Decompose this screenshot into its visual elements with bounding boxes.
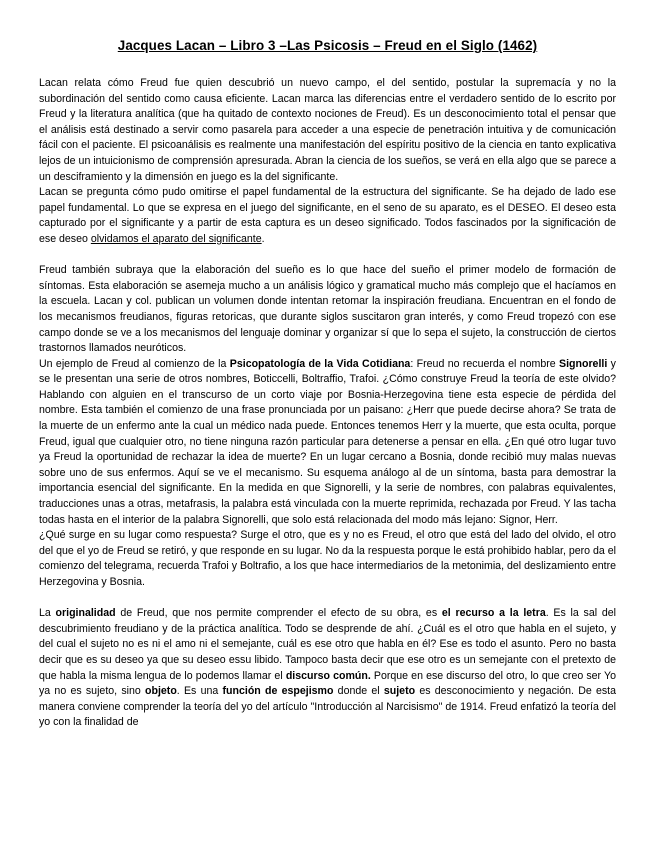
paragraph-6 [39,606,616,731]
bold-book-title: Psicopatología de la Vida Cotidiana [229,357,411,370]
paragraph-6-part-k: donde el [333,685,384,698]
bold-name-signorelli: Signorelli [559,357,608,370]
paragraph-2-end: . [261,232,265,245]
bold-funcion-espejismo: función de espejismo [222,685,334,698]
paragraph-6-part-c: de Freud, que nos permite comprender el efecto de su obra, es [115,607,442,620]
paragraph-1: Lacan relata cómo Freud fue quien descubrió un nuevo campo, el del sentido, postular la supremacía y no la subordinación del sentido como causa eficiente. Lacan marca las diferencias entre el verdadero sentido de lo escrito por Freud y la literatura analítica (que ha quitado de contexto nociones de Freud). Es un desconocimiento total el pensar que el análisis está destinado a servir como pasarela para acceder a una especie de penetración intuitiva y de comunicación fácil con el paciente. El psicoanálisis es realmente una manifestación del espíritu positivo de la ciencia en tanto explicativa lejos de un intuicionismo de comprensión apresurada. Abran la ciencia de los sueños, se verá en ella algo que se parece a un desciframiento y la dimensión en juego es la del significante. [39,77,616,183]
paragraph-4-part-a: Un ejemplo de Freud al comienzo de la [39,357,230,370]
paragraph-2 [39,185,616,247]
paragraph-4-part-c: : Freud no recuerda el nombre [410,357,560,370]
paragraph-4 [39,357,616,529]
document-body [39,76,616,731]
paragraph-6-part-m: es desconocimiento y negación. De esta manera conviene comprender la teoría del yo del artículo "Introducción al Narcisismo" de 1914. Freud enfatizó la teoría del yo con la finalidad de [39,685,617,729]
underlined-phrase: olvidamos el aparato del significante [90,232,262,245]
paragraph-6-part-g: Porque en ese discurso del otro, lo que creo ser Yo ya no es sujeto, sino [39,669,616,698]
bold-objeto: objeto [145,685,177,698]
bold-sujeto: sujeto [383,685,416,698]
paragraph-5: ¿Qué surge en su lugar como respuesta? Surge el otro, que es y no es Freud, el otro que está del lado del olvido, el otro del que el yo de Freud se retiró, y que responde en su lugar. No da la respuesta porque le está prohibido hablar, pero da el comienzo del telegrama, recuerda Trafoi y Boltrafio, a los que hace intermediarios de la metonimia, del deslizamiento entre Herzegovina y Bosnia. [39,529,616,588]
paragraph-6-part-i: . Es una [176,685,223,698]
bold-originalidad: originalidad [55,607,116,620]
paragraph-4-part-e: y se le presentan una serie de otros nombres, Boticcelli, Boltraffio, Trafoi. ¿Cómo construye Freud la teoría de este olvido? Hablando con alguien en el transcurso de un corto viaje por Bosnia-Herzegovina tiene esta especie de pérdida del nombre. Esta también el comienzo de una frase pronunciada por un paisano: ¿Herr que puede decirse ahora? Se trata de la muerte de un enfermo ante la cual un médico nada puede. Entonces tenemos Herr y la muerte, que esta oculta, porque Freud, igual que cualquier otro, no tiene ninguna razón particular para detenerse a pensar en ella. ¿En qué otro lugar tuvo ya Freud la oportunidad de rechazar la idea de muerte? En un lugar cercano a Bosnia, donde recibió muy malas nuevas sobre uno de sus enfermos. Aquí se ve el mecanismo. Su esquema análogo al de un síntoma, basta para demostrar la importancia esencial del significante. En la medida en que Signorelli, y la serie de nombres, con palabras equivalentes, traducciones unas a otras, metafrasis, la palabra está vinculada con la muerte reprimida, rechazada por Freud. Y las tacha todas hasta en el interior de la palabra Signorelli, que solo está relacionada del modo más lejano: Signor, Herr. [39,357,616,526]
paragraph-2-text: Lacan se pregunta cómo pudo omitirse el papel fundamental de la estructura del significante. Se ha dejado de lado ese papel fundamental. Lo que se expresa en el juego del significante, en el seno de su aparato, es el DESEO. El deseo esta capturado por el significante y a partir de esta captura es un deseo significado. Todos fascinados por la significación de ese deseo [39,186,616,245]
paragraph-3: Freud también subraya que la elaboración del sueño es lo que hace del sueño el primer modelo de formación de síntomas. Esta elaboración se asemeja mucho a un análisis lógico y gramatical mucho más complejo que el hacíamos en la escuela. Lacan y col. publican un volumen donde intentan retomar la inspiración freudiana. Encuentran en el fondo de los mecanismos freudianos, figuras retoricas, que durante siglos suscitaron gran interés, y como Freud tropezó con ese campo donde se ve a los mecanismos del lenguaje dominar y organizar sí que lo sepa el sujeto, la construcción de ciertos trastornos llamados neuróticos. [39,264,616,355]
paragraph-6-part-a: La [39,607,56,620]
paragraph-6-part-e: . Es la sal del descubrimiento freudiano y de la práctica analítica. Todo se desprende de ahí. ¿Cuál es el otro que habla en el sujeto, y del cual el sujeto no es ni el amo ni el semejante, cuál es ese otro que habla en él? Ese es todo el asunto. Pero no basta decir que es su deseo ya que su deseo essu libido. Tampoco basta decir que ese otro es un semejante con el pretexto de que habla la misma lengua de lo podemos llamar el [39,607,616,682]
bold-recurso-letra: el recurso a la letra [441,607,546,620]
paragraph-spacer [39,248,616,264]
document-title: Jacques Lacan – Libro 3 –Las Psicosis – Freud en el Siglo (1462) [117,38,538,53]
paragraph-spacer [39,591,616,607]
bold-discurso-comun: discurso común. [285,669,371,682]
